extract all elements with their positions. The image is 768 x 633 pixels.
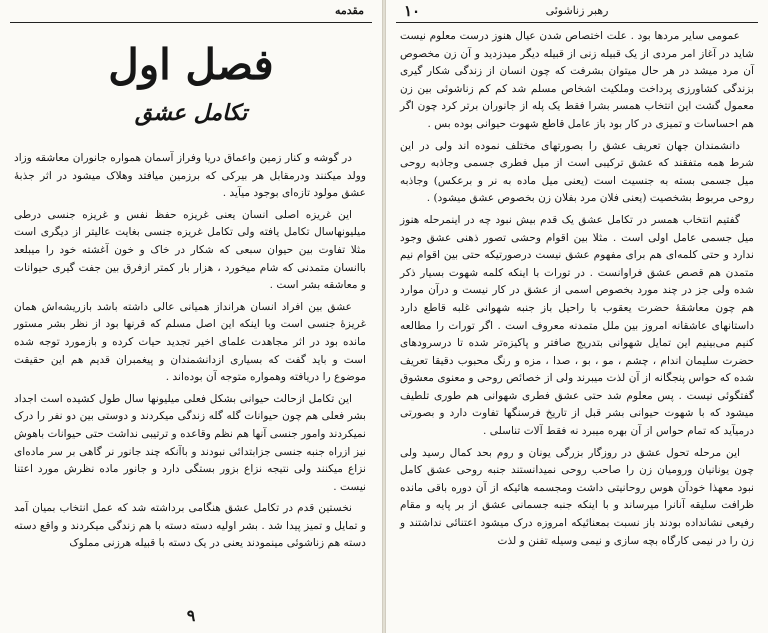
left-paragraph-5: نخستین قدم در تکامل عشق هنگامی برداشته شد که عمل انتخاب بمیان آمد و تمایل و تمیز پیدا شد . بشر اولیه دسته دسته با هم زندگی میکردند و واقع دسته دسته هم زناشوئی مینمودند یعنی در یک دسته با قبیله هرزنی مملوک bbox=[14, 502, 366, 550]
right-paragraph-1: عمومی سایر مردها بود . علت اختصاص شدن عیال هنوز درست معلوم نیست شاید در آغاز امر مردی از یک قبیله زنی از قبیله دیگر میدزدید و آن زن مخصوص آن مرد میشد در هر حال میتوان بشرفت که چون انسان از زندگی شکار گیری بزندگی کشاورزی پرداخت وملکیت اشخاص مسلم شد کم کم زناشوئی بین زن معمول گشت این انتخاب همسر بشرا فقط یک پله از جانوران برتر کرد چون اگر هم احساسات و تمیزی در کار بود باز عامل قاطع شهوت حیوانی بوده بس . bbox=[400, 30, 754, 130]
right-running-head bbox=[396, 4, 758, 23]
right-running-title: رهبر زناشوئی bbox=[545, 4, 609, 17]
left-folio: ۹ bbox=[186, 606, 196, 625]
right-page-number: ۱۰ bbox=[404, 2, 421, 20]
left-paragraph-4: این تکامل ازحالت حیوانی بشکل فعلی میلیونها سال طول کشیده است اجداد بشر فعلی هم چون حیوانات گله گله زندگی میکردند و دوستی بین دو نفر را درک نمیکردند وامور جنسی آنها هم نظم وقاعده و ترتیبی نداشت حتی حیوانات باهوش نیز ازراه جنبه جنسی جزابتدائی نبودند و باآنکه چند جانور نر گاهی بر سر ماده‌ای نزاع میکنند ولی نتیجه نزاع بزور بستگی دارد و جانور ماده نظرش مورد اعتنا نیست . bbox=[14, 392, 366, 493]
chapter-title: فصل اول bbox=[108, 40, 274, 89]
right-paragraph-3: گفتیم انتخاب همسر در تکامل عشق یک قدم بیش نبود چه در اینمرحله هنوز میل جسمی عامل اولی است . مثلا بین اقوام وحشی تصور ذهنی عشق وجود ندارد و حتی کلمه‌ای هم برای مفهوم عشق نیست درصورتیکه حتی بین اقوام نیم متمدن هم قصص عشق فراوانست . در تورات با اینکه کلمه شهوت بسیار ذکر شده ولی جز در چند مورد بخصوص اسمی از عشق در کار نیست و درآن موارد هم چون معاشقهٔ حضرت یعقوب با راحیل باز جنبه شهوانی غلبه قاطع دارد داستانهای عاشقانه امروز بین ملل متمدنه معروف است . اگر تورات را مطالعه کنیم می‌بینیم این تمایل شهوانی بتدریج صافتر و پاکیزه‌تر شده تا درسرودهای حضرت سلیمان اندام ، چشم ، مو ، بو ، صدا ، مزه و رنگ محبوب دقیقا تعریف شده که حواس پنجگانه از آن لذت میبرند ولی از خصائص روحی و معنوی معشوق گفتگوئی نیست . پس معلوم شد حتی عشق فطری شهوانی هم طوری تلطیف میشود که با شهوت حیوانی بشر قبل از تاریخ فرسنگها تفاوت دارد و بصورتی درمیآید که تمام حواس از آن بهره میبرد نه فقط آلات تناسلی . bbox=[400, 213, 754, 438]
left-paragraph-1: در گوشه و کنار زمین واعماق دریا وفراز آسمان همواره جانوران معاشقه وزاد وولد میکنند ودرمقابل هر بیرکی که برزمین میافتد وهلاک میشود در اثر جذبهٔ عشق مولود تازه‌ای بوجود میآید . bbox=[14, 152, 366, 200]
right-paragraph-2: دانشمندان جهان تعریف عشق را بصورتهای مختلف نموده اند ولی در این شرط همه متفقند که عشق ترکیبی است از میل فطری جسمی وجاذبه روحی میل جسمی بسته به جنسیت است (یعنی میل ماده به نر و برعکس) وجاذبه روحی مربوط بشخصیت (یعنی فلان مرد بفلان زن بخصوص عشق میشود) . bbox=[400, 139, 754, 205]
left-paragraph-3: عشق بین افراد انسان هرانداز همیانی عالی داشته باشد بازریشه‌اش همان غریزهٔ جنسی است وبا اینکه این اصل مسلم که قرنها بود از نظر بشر مستور مانده بود در اثر مجاهدت علمای اخیر تجدید حیات کرده و بازمورد توجه شده است و باید گفت که بسیاری ازدانشمندان و پیغمبران قدیم هم این حقیقت موضوع را دریافته وهمواره متوجه آن بوده‌اند . bbox=[14, 300, 366, 384]
left-page bbox=[0, 0, 382, 633]
left-body-text bbox=[14, 150, 366, 557]
right-paragraph-4: این مرحله تحول عشق در روزگار بزرگی یونان و روم بحد کمال رسید ولی چون یونانیان ورومیان زن را صاحب روحی نمیدانستند جنبه روحی عشق کامل نبود معهذا خودآن هوس روحانیتی داشت ومجسمه هائیکه از آن دوره باقی مانده ظرافت سلیقه آنانرا میرساند و با اینکه جنبه جسمانی عشق از بر پایه و مقام رفیعی نشانداده بودند باز نسبت بمعنائیکه امروزه درک میشود اعتنائی نداشتند و زن را در نیمی کارگاه بچه سازی و نیمی وسیله تفنن و لذت bbox=[400, 446, 754, 547]
right-body-text bbox=[400, 28, 754, 554]
left-paragraph-2: این غریزه اصلی انسان یعنی غریزه حفظ نفس و غریزه جنسی درطی میلیونهاسال تکامل یافته ولی تکامل غریزه جنسی بغایت عالیتر از دیگری است مثلا تفاوت بین حیوان سبعی که شکار در خاک و خون آغشته خود را میبلعد باانسان متمدنی که شام میخورد ، هزار بار کمتر ازفرق بین جفت گیری حیوانات و معاشقه بشر است . bbox=[14, 208, 366, 292]
left-running-head bbox=[10, 4, 372, 23]
section-title: تکامل عشق bbox=[134, 100, 248, 126]
left-running-title: مقدمه bbox=[334, 4, 364, 17]
right-page bbox=[386, 0, 768, 633]
